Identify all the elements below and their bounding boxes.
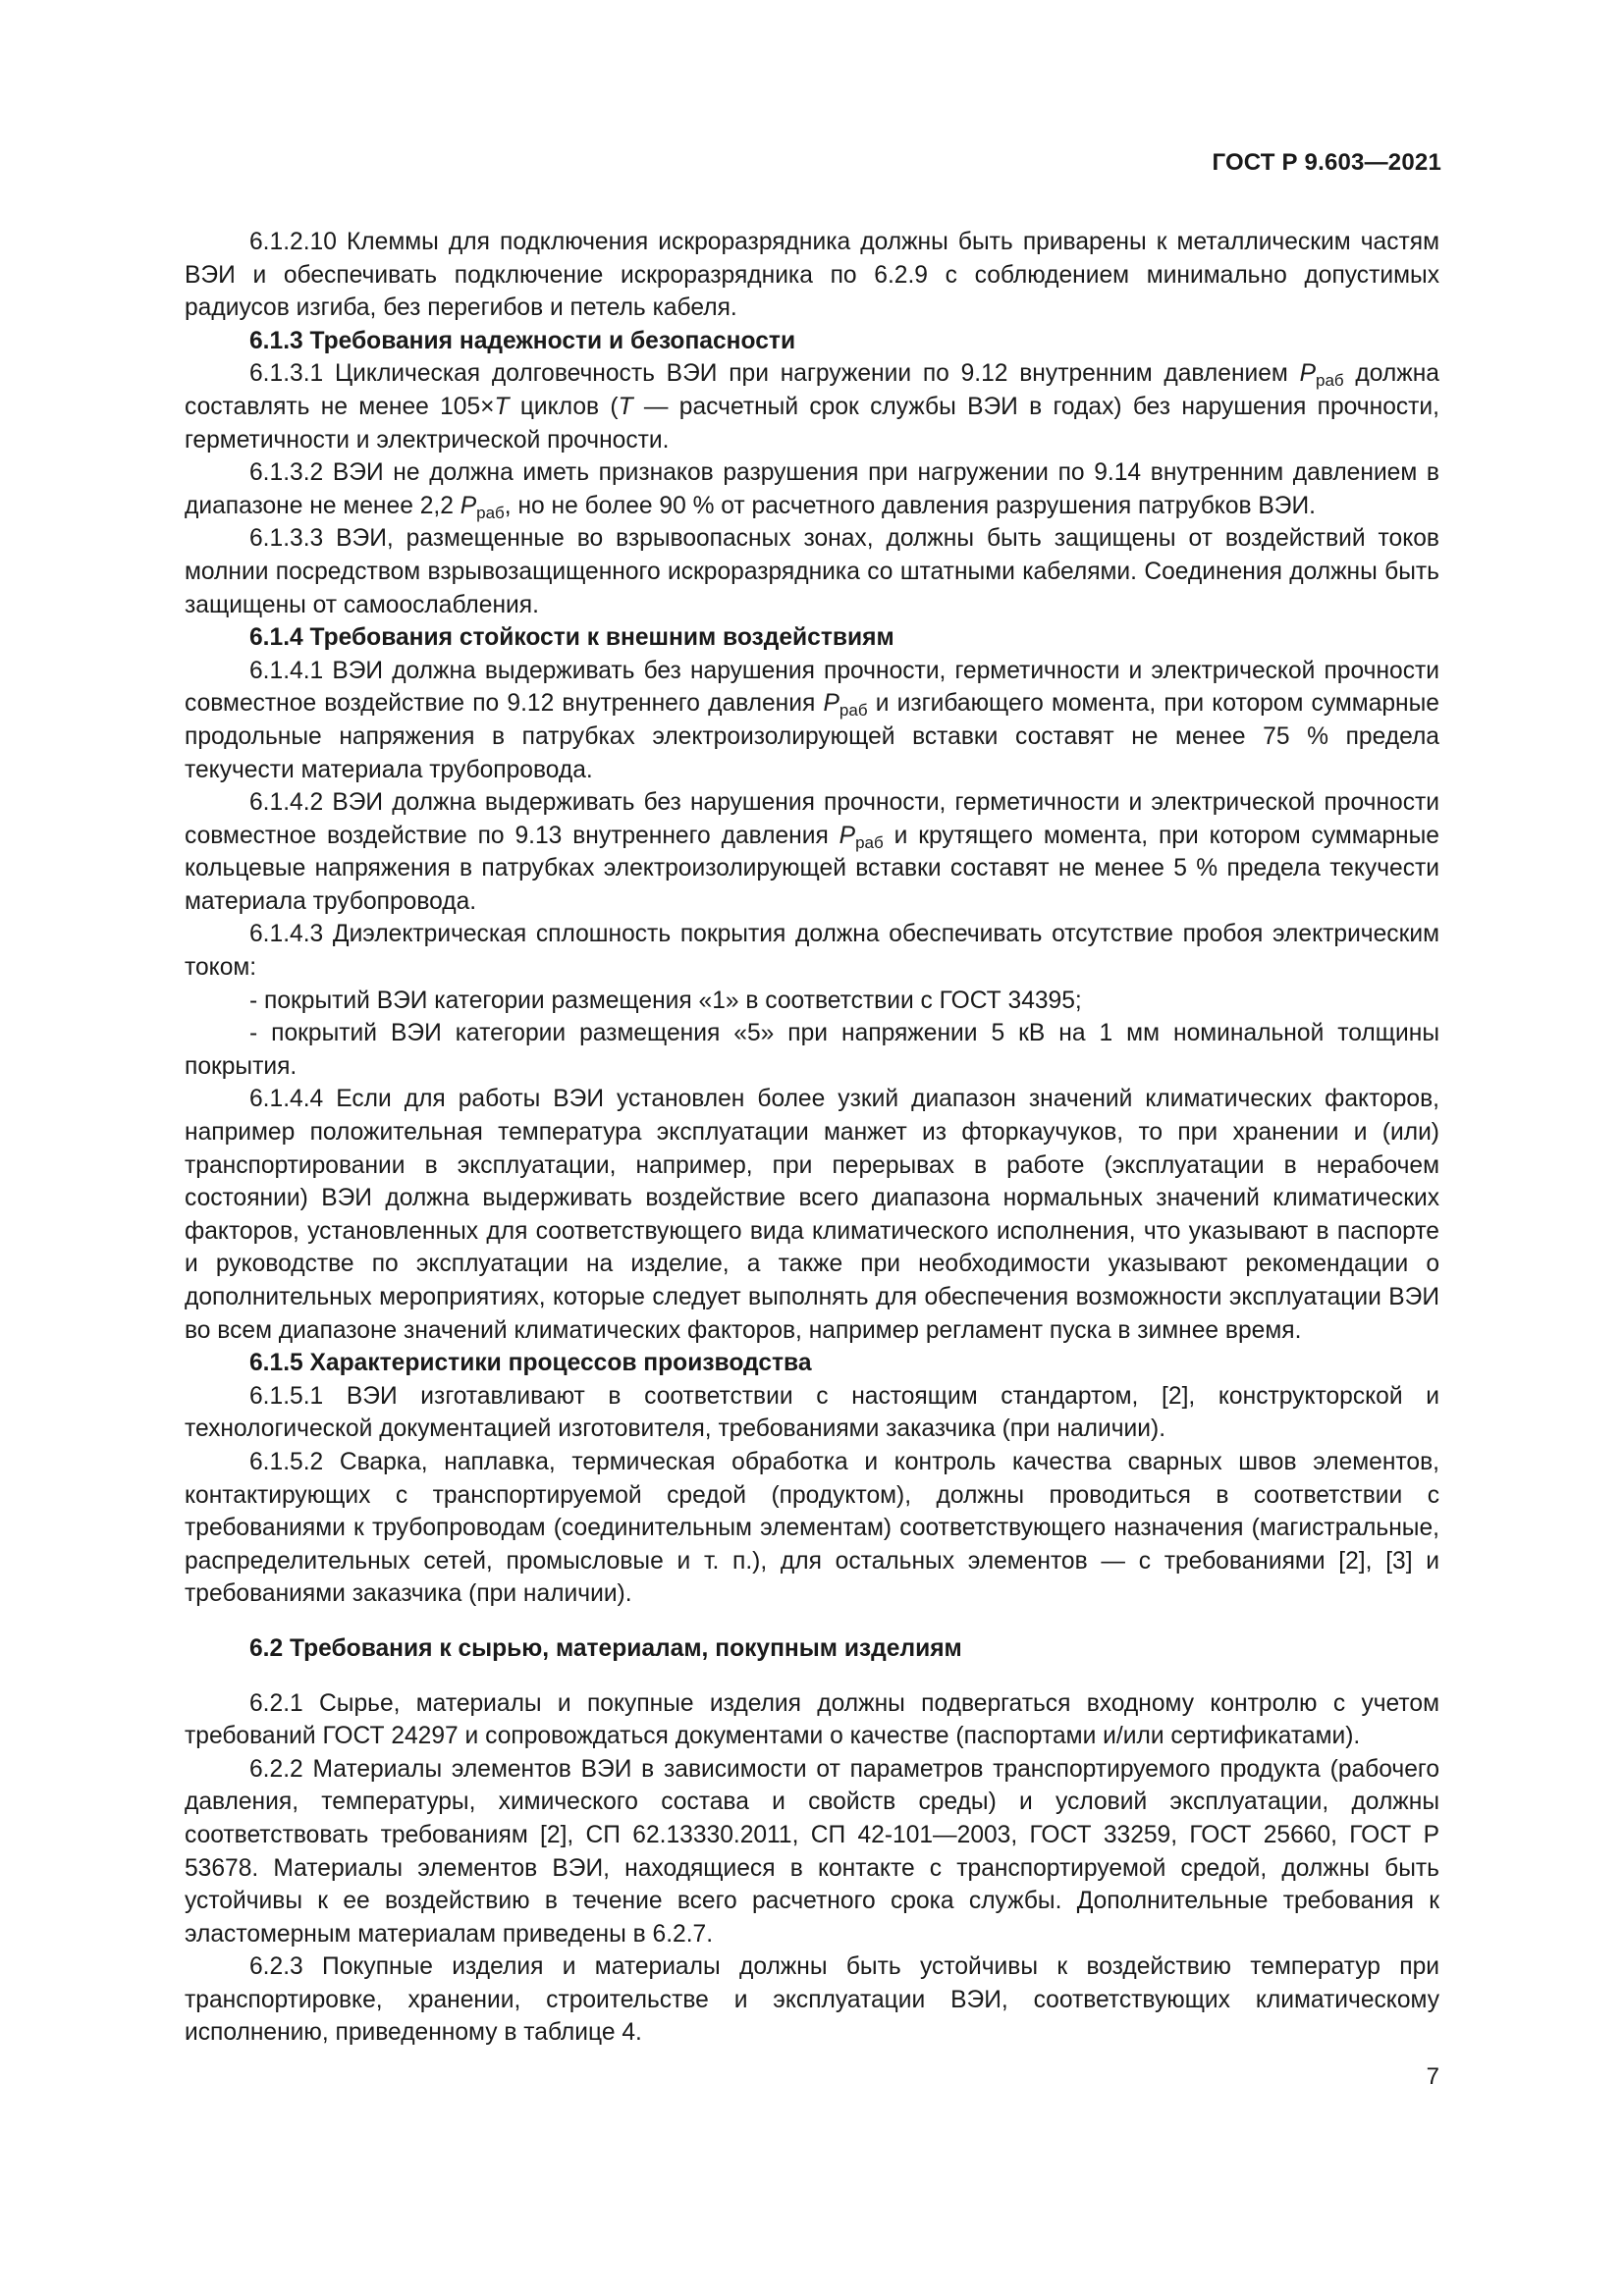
heading-6-2: 6.2 Требования к сырью, материалам, покупным изделиям <box>249 1634 962 1662</box>
subscript-rab: раб <box>855 832 884 852</box>
subscript-rab: раб <box>1316 371 1344 391</box>
heading-6-1-3: 6.1.3 Требования надежности и безопасности <box>249 327 796 354</box>
text-run: должна составлять не менее 105× <box>185 360 1439 420</box>
text-run: 6.1.3.1 Циклическая долговечность ВЭИ при нагружении по 9.12 внутренним давлением <box>249 360 1300 388</box>
page-number: 7 <box>1426 2063 1439 2090</box>
paragraph-6-1-3-2 <box>185 456 1439 522</box>
text-run: циклов ( <box>509 393 619 420</box>
symbol-t: T <box>618 393 633 420</box>
text-run: 6.1.4.2 ВЭИ должна выдерживать без нарушения прочности, герметичности и электрической прочности совместное воздействие по 9.13 внутреннего давления <box>185 789 1439 849</box>
text-run: 6.1.3.2 ВЭИ не должна иметь признаков разрушения при нагружении по 9.14 внутренним давлением в диапазоне не менее 2,2 <box>185 459 1439 519</box>
paragraph-6-1-3-3: 6.1.3.3 ВЭИ, размещенные во взрывоопасных зонах, должны быть защищены от воздействий токов молнии посредством взрывозащищенного искроразрядника со штатными кабелями. Соединения должны быть защищены от самоослабления. <box>185 525 1439 618</box>
paragraph-6-1-4-3: 6.1.4.3 Диэлектрическая сплошность покрытия должна обеспечивать отсутствие пробоя электрическим током: <box>185 921 1439 982</box>
text-run: и крутящего момента, при котором суммарные кольцевые напряжения в патрубках электроизолирующей вставки составят не менее 5 % предела текучести материала трубопровода. <box>185 822 1439 915</box>
paragraph-6-1-3-1 <box>185 357 1439 456</box>
paragraph-6-1-4-4: 6.1.4.4 Если для работы ВЭИ установлен более узкий диапазон значений климатических факторов, например положительная температура эксплуатации манжет из фторкаучуков, то при хранении и (или) транспортировании в эксплуатации, например, при перерывах в работе (эксплуатации в нерабочем состоянии) ВЭИ должна выдерживать воздействие всего диапазона нормальных значений климатических факторов, установленных для соответствующего вида климатического исполнения, что указывают в паспорте и руководстве по эксплуатации на изделие, а также при необходимости указывают рекомендации о дополнительных мероприятиях, которые следует выполнять для обеспечения возможности эксплуатации ВЭИ во всем диапазоне значений климатических факторов, например регламент пуска в зимнее время. <box>185 1086 1439 1344</box>
symbol-p: P <box>1299 360 1317 388</box>
list-item: - покрытий ВЭИ категории размещения «5» при напряжении 5 кВ на 1 мм номинальной толщины покрытия. <box>185 1020 1439 1080</box>
symbol-p: P <box>460 492 477 519</box>
paragraph-6-2-3: 6.2.3 Покупные изделия и материалы должны быть устойчивы к воздействию температур при транспортировке, хранении, строительстве и эксплуатации ВЭИ, соответствующих климатическому исполнению, приведенному в таблице 4. <box>185 1953 1439 2047</box>
text-run: 6.1.4.1 ВЭИ должна выдерживать без нарушения прочности, герметичности и электрической прочности совместное воздействие по 9.12 внутреннего давления <box>185 657 1439 718</box>
list-item: - покрытий ВЭИ категории размещения «1» в соответствии с ГОСТ 34395; <box>249 987 1082 1014</box>
paragraph-6-1-2-10: 6.1.2.10 Клеммы для подключения искроразрядника должны быть приварены к металлическим частям ВЭИ и обеспечивать подключение искроразрядника по 6.2.9 с соблюдением минимально допустимых радиусов изгиба, без перегибов и петель кабеля. <box>185 229 1439 322</box>
paragraph-6-1-4-2 <box>185 786 1439 918</box>
subscript-rab: раб <box>839 701 868 721</box>
symbol-p: P <box>839 822 856 849</box>
document-body <box>185 226 1439 2050</box>
paragraph-6-1-4-1 <box>185 655 1439 786</box>
paragraph-6-1-5-2: 6.1.5.2 Сварка, наплавка, термическая обработка и контроль качества сварных швов элементов, контактирующих с транспортируемой средой (продуктом), должны проводиться в соответствии с требованиями к трубопроводам (соединительным элементам) соответствующего назначения (магистральные, распределительных сетей, промысловые и т. п.), для остальных элементов — с требованиями [2], [3] и требованиями заказчика (при наличии). <box>185 1448 1439 1608</box>
paragraph-6-2-1: 6.2.1 Сырье, материалы и покупные изделия должны подвергаться входному контролю с учетом требований ГОСТ 24297 и сопровождаться документами о качестве (паспортами и/или сертификатами). <box>185 1689 1439 1750</box>
text-run: и изгибающего момента, при котором суммарные продольные напряжения в патрубках электроизолирующей вставки составят не менее 75 % предела текучести материала трубопровода. <box>185 690 1439 783</box>
subscript-rab: раб <box>476 503 505 522</box>
symbol-p: P <box>823 690 839 718</box>
symbol-t: T <box>494 393 510 420</box>
heading-6-1-5: 6.1.5 Характеристики процессов производства <box>249 1350 812 1377</box>
text-run: — расчетный срок службы ВЭИ в годах) без нарушения прочности, герметичности и электрической прочности. <box>185 393 1440 454</box>
paragraph-6-2-2: 6.2.2 Материалы элементов ВЭИ в зависимости от параметров транспортируемого продукта (рабочего давления, температуры, химического состава и свойств среды) и условий эксплуатации, должны соответствовать требованиям [2], СП 62.13330.2011, СП 42-101—2003, ГОСТ 33259, ГОСТ 25660, ГОСТ Р 53678. Материалы элементов ВЭИ, находящиеся в контакте с транспортируемой средой, должны быть устойчивы к ее воздействию в течение всего расчетного срока службы. Дополнительные требования к эластомерным материалам приведены в 6.2.7. <box>185 1755 1439 1948</box>
heading-6-1-4: 6.1.4 Требования стойкости к внешним воздействиям <box>249 624 894 652</box>
document-header: ГОСТ Р 9.603—2021 <box>1212 149 1441 176</box>
text-run: , но не более 90 % от расчетного давления разрушения патрубков ВЭИ. <box>504 492 1316 519</box>
paragraph-6-1-5-1: 6.1.5.1 ВЭИ изготавливают в соответствии с настоящим стандартом, [2], конструкторской и технологической документацией изготовителя, требованиями заказчика (при наличии). <box>185 1382 1439 1443</box>
